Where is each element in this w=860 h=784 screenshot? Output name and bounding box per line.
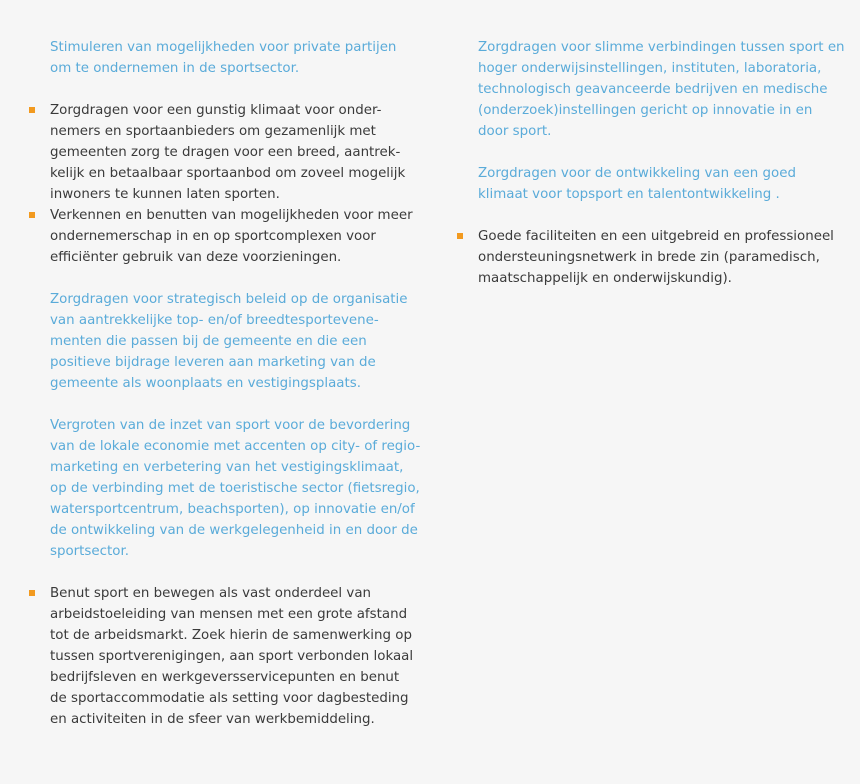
- spacer: [478, 205, 840, 226]
- text-line: kelijk en betaalbaar sportaanbod om zoveel mogelijk: [50, 166, 406, 181]
- text-line: efficiënter gebruik van deze voorzieningen.: [50, 250, 342, 265]
- bullet-item-faciliteiten: [478, 226, 840, 289]
- text-line: en activiteiten in de sfeer van werkbemiddeling.: [50, 712, 375, 727]
- text-line: Zorgdragen voor slimme verbindingen tussen sport en: [478, 40, 845, 55]
- bullet-item-ondernemerschap: [50, 205, 415, 268]
- text-line: de ontwikkeling van de werkgelegenheid in en door de: [50, 523, 418, 538]
- text-line: technologisch geavanceerde bedrijven en medische: [478, 82, 828, 97]
- text-line: door sport.: [478, 124, 552, 139]
- text-line: van aantrekkelijke top- en/of breedtesportevene-: [50, 313, 379, 328]
- text-line: Zorgdragen voor een gunstig klimaat voor onder-: [50, 103, 382, 118]
- paragraph-slimme-verbindingen: [478, 37, 845, 142]
- text-line: maatschappelijk en onderwijskundig).: [478, 271, 732, 286]
- paragraph-strategisch-beleid: [50, 289, 415, 394]
- orange-square-bullet-icon: [29, 107, 35, 113]
- text-line: ondernemerschap in en op sportcomplexen voor: [50, 229, 376, 244]
- paragraph-lokale-economie: [50, 415, 421, 562]
- text-line: hoger onderwijsinstellingen, instituten, laboratoria,: [478, 61, 822, 76]
- text-line: Goede faciliteiten en een uitgebreid en professioneel: [478, 229, 834, 244]
- text-line: (onderzoek)instellingen gericht op innovatie in en: [478, 103, 813, 118]
- text-line: om te ondernemen in de sportsector.: [50, 61, 300, 76]
- right-column: [478, 37, 845, 289]
- spacer: [50, 562, 415, 583]
- text-line: de sportaccommodatie als setting voor dagbesteding: [50, 691, 409, 706]
- text-line: ondersteuningsnetwerk in brede zin (paramedisch,: [478, 250, 820, 265]
- text-line: van de lokale economie met accenten op city- of regio-: [50, 439, 421, 454]
- text-line: Zorgdragen voor strategisch beleid op de organisatie: [50, 292, 408, 307]
- text-line: Vergroten van de inzet van sport voor de bevordering: [50, 418, 411, 433]
- bullet-item-arbeidstoeleiding: [50, 583, 415, 730]
- text-line: bedrijfsleven en werkgeversservicepunten en benut: [50, 670, 400, 685]
- orange-square-bullet-icon: [457, 233, 463, 239]
- text-line: Stimuleren van mogelijkheden voor private partijen: [50, 40, 397, 55]
- spacer: [50, 394, 415, 415]
- text-line: tot de arbeidsmarkt. Zoek hierin de samenwerking op: [50, 628, 412, 643]
- text-line: inwoners te kunnen laten sporten.: [50, 187, 280, 202]
- bullet-item-klimaat: [50, 100, 415, 205]
- spacer: [50, 79, 415, 100]
- text-line: sportsector.: [50, 544, 129, 559]
- orange-square-bullet-icon: [29, 212, 35, 218]
- left-column: [50, 37, 421, 730]
- text-line: nemers en sportaanbieders om gezamenlijk met: [50, 124, 376, 139]
- spacer: [478, 142, 840, 163]
- orange-square-bullet-icon: [29, 590, 35, 596]
- paragraph-topsport: [478, 163, 840, 205]
- text-line: klimaat voor topsport en talentontwikkeling .: [478, 187, 780, 202]
- text-line: gemeente als woonplaats en vestigingsplaats.: [50, 376, 361, 391]
- text-line: watersportcentrum, beachsporten), op innovatie en/of: [50, 502, 415, 517]
- text-line: Verkennen en benutten van mogelijkheden voor meer: [50, 208, 413, 223]
- text-line: positieve bijdrage leveren aan marketing van de: [50, 355, 376, 370]
- spacer: [50, 268, 415, 289]
- text-line: tussen sportverenigingen, aan sport verbonden lokaal: [50, 649, 414, 664]
- paragraph-private-partijen: [50, 37, 415, 79]
- text-line: arbeidstoeleiding van mensen met een grote afstand: [50, 607, 408, 622]
- text-line: gemeenten zorg te dragen voor een breed, aantrek-: [50, 145, 401, 160]
- text-line: Benut sport en bewegen als vast onderdeel van: [50, 586, 372, 601]
- text-line: op de verbinding met de toeristische sector (fietsregio,: [50, 481, 420, 496]
- text-line: menten die passen bij de gemeente en die een: [50, 334, 367, 349]
- text-line: Zorgdragen voor de ontwikkeling van een goed: [478, 166, 796, 181]
- text-line: marketing en verbetering van het vestigingsklimaat,: [50, 460, 404, 475]
